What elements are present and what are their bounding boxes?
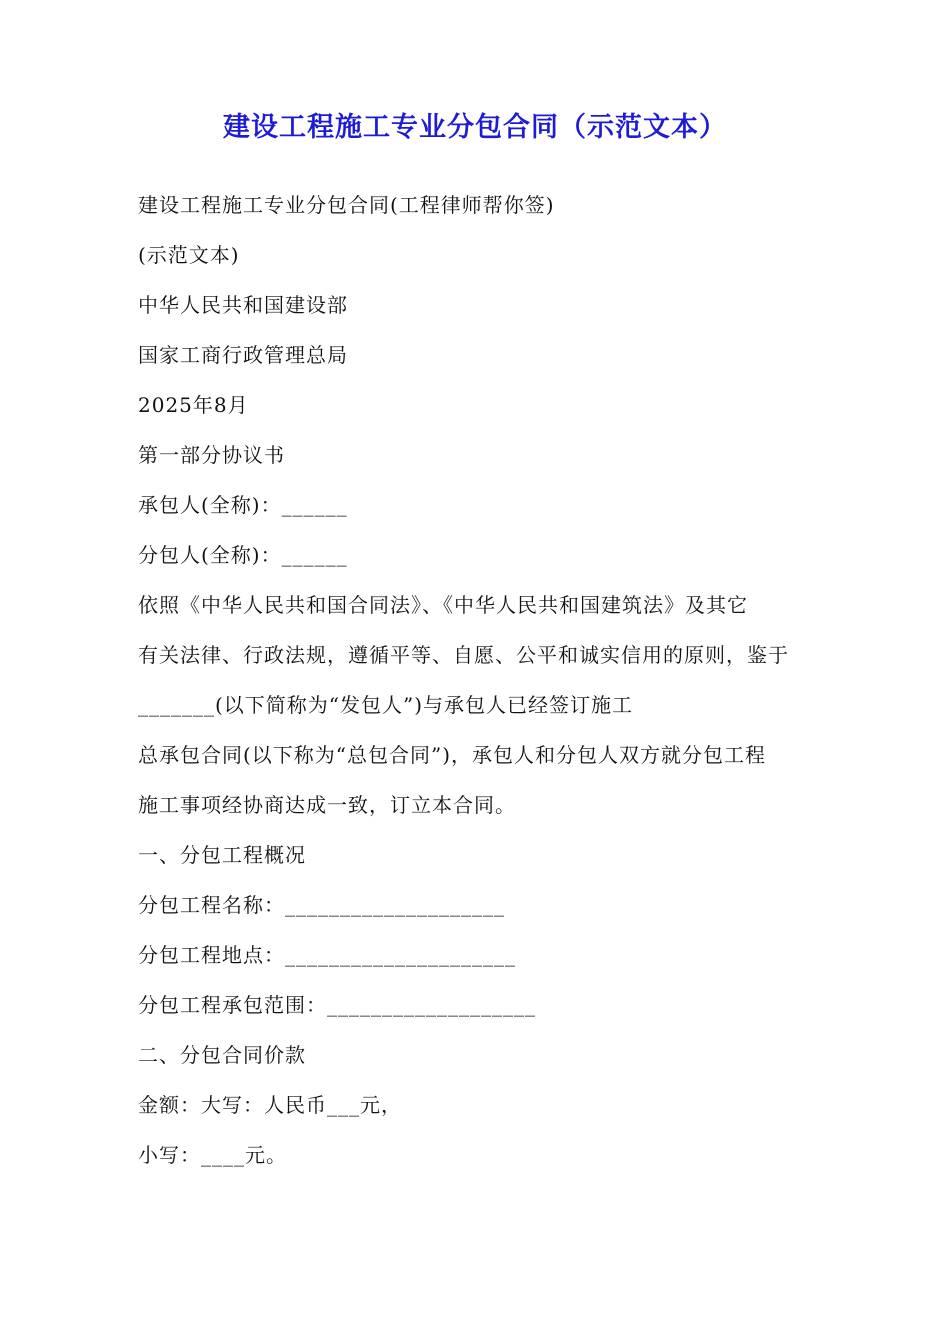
preamble-line-1: 依照《中华人民共和国合同法》、《中华人民共和国建筑法》及其它 xyxy=(138,593,748,617)
subcontractor-field: 分包人(全称)：______ xyxy=(138,543,348,567)
section-one-heading: 一、分包工程概况 xyxy=(138,843,306,867)
model-text-label: (示范文本) xyxy=(138,243,240,267)
contract-subtitle: 建设工程施工专业分包合同(工程律师帮你签) xyxy=(138,193,555,217)
preamble-line-5: 施工事项经协商达成一致，订立本合同。 xyxy=(138,793,516,817)
project-location-field: 分包工程地点：_____________________ xyxy=(138,943,516,967)
preamble-line-2: 有关法律、行政法规，遵循平等、自愿、公平和诚实信用的原则，鉴于 xyxy=(138,643,789,667)
issue-date: 2025年8月 xyxy=(138,393,249,417)
amount-lowercase-field: 小写：____元。 xyxy=(138,1143,287,1167)
preamble-line-3: _______(以下简称为“发包人”)与承包人已经签订施工 xyxy=(138,693,634,717)
contractor-field: 承包人(全称)：______ xyxy=(138,493,348,517)
amount-uppercase-field: 金额：大写：人民币___元， xyxy=(138,1093,402,1117)
document-title: 建设工程施工专业分包合同（示范文本） xyxy=(223,112,727,143)
issuer-ministry: 中华人民共和国建设部 xyxy=(138,293,348,317)
section-two-heading: 二、分包合同价款 xyxy=(138,1043,306,1067)
preamble-line-4: 总承包合同(以下称为“总包合同”)，承包人和分包人双方就分包工程 xyxy=(138,743,767,767)
issuer-administration: 国家工商行政管理总局 xyxy=(138,343,348,367)
document-body xyxy=(138,193,818,1193)
project-scope-field: 分包工程承包范围：___________________ xyxy=(138,993,536,1017)
part-one-heading: 第一部分协议书 xyxy=(138,443,285,467)
project-name-field: 分包工程名称：____________________ xyxy=(138,893,505,917)
